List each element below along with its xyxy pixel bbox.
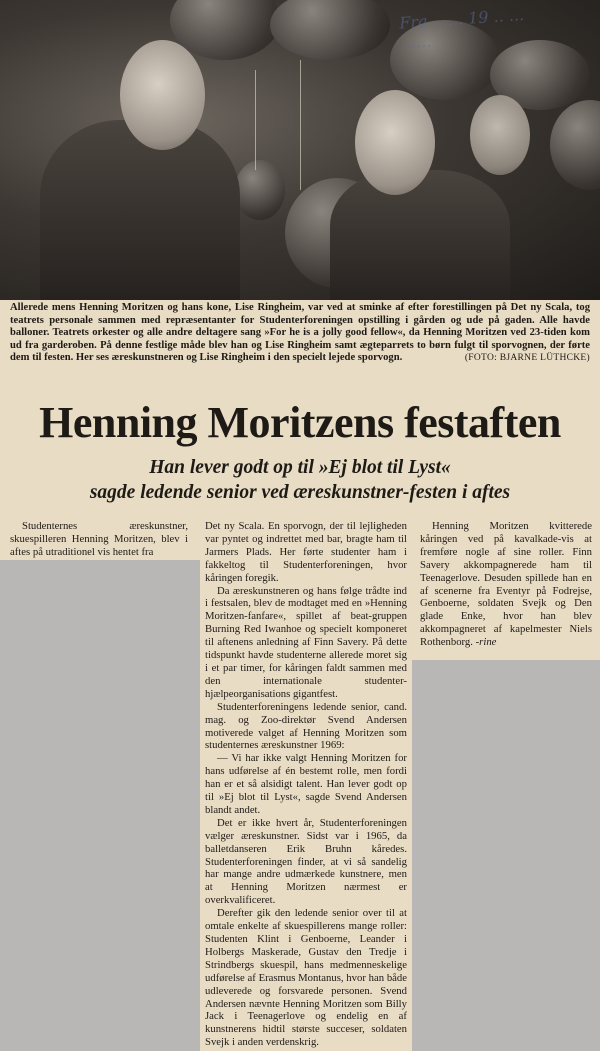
handwritten-note: Fra ...... 19 .. ... ...... — [398, 4, 525, 53]
photo-credit: (FOTO: BJARNE LÜTHCKE) — [464, 353, 590, 364]
paragraph: — Vi har ikke valgt Henning Moritzen for hans udførelse af én bestemt rolle, men fordi han er et så alsidigt talent. Han lever godt op til »Ej blot til Lyst«, sagde Svend Andersen blandt andet. — [205, 752, 407, 816]
balloon-shape — [235, 160, 285, 220]
paragraph: Det ny Scala. En sporvogn, der til lejligheden var pyntet og indrettet med bar, bragte ham til Jarmers Plads. Her førte studenter ham i fakkeltog til Studenterforeningen, hvor kåringen foregik. — [205, 520, 407, 584]
subheadline-line-1: Han lever godt op til »Ej blot til Lyst« — [149, 457, 451, 478]
man-face-shape — [120, 40, 205, 150]
child-face-shape — [470, 95, 530, 175]
paragraph: Studenterforeningens ledende senior, cand. mag. og Zoo-direktør Svend Andersen motiverede valget af Henning Moritzen som studenternes æreskunstner 1969: — [205, 700, 407, 752]
article-subheadline — [0, 455, 600, 505]
paragraph: Da æreskunstneren og hans følge trådte ind i festsalen, blev de modtaget med en »Henning Moritzen-fanfare«, spillet af beat-gruppen Burning Red Iwanhoe og specielt komponeret til aftenens anledning af Finn Savery. På dette tidspunkt havde studenterne allerede moret sig i et par timer, for kåringen faldt sammen med den internationale studenter-hjælpeorganisations gigantfest. — [205, 584, 407, 700]
subheadline-line-2: sagde ledende senior ved æreskunstner-festen i aftes — [89, 482, 511, 503]
article-headline: Henning Moritzens festaften — [39, 398, 561, 447]
article-column-2 — [205, 520, 407, 1049]
balloon-shape — [270, 0, 390, 60]
balloon-string — [300, 60, 301, 190]
balloon-string — [255, 70, 256, 170]
woman-coat-shape — [330, 170, 510, 300]
article-column-3 — [420, 520, 592, 649]
man-coat-shape — [40, 120, 240, 300]
paragraph-text: Henning Moritzen kvitterede kåringen ved på kavalkade-vis at fremføre nogle af sine roller. Finn Savery akkompagnerede ham til Teenagerlove. Desuden spillede han en af scenerne fra Eventyr på Fodrejse, Genboerne, soldaten Svejk og Den glade Enke, hvor han blev akkompagneret af kapelmester Niels Rothenborg. — [420, 520, 592, 649]
balloon-shape — [550, 100, 600, 190]
paragraph: Studenternes æreskunstner, skuespilleren Henning Moritzen, blev i aftes på utraditionel vis hentet fra — [10, 520, 188, 558]
paragraph: Det er ikke hvert år, Studenterforeningen vælger æreskunstner. Sidst var i 1965, da balletdanseren Erik Bruhn kåredes. Studenterforeningen finder, at vi så sandelig har mange andre udmærkede kunstnere, men at Henning Moritzen nærmest er overkvalificeret. — [205, 816, 407, 907]
caption-text: Allerede mens Henning Moritzen og hans kone, Lise Ringheim, var ved at sminke af efter forestillingen på Det ny Scala, tog teatrets personale sammen med repræsentanter for Studenterforeningen opstilling i gården og ude på gaden. Alle havde balloner. Teatrets orkester og alle andre deltagere sang »For he is a jolly good fellow«, da Henning Moritzen ved 23-tiden kom ud fra garderoben. På denne festlige måde blev han og Lise Ringheim samt ægteparrets to børn fulgt til sporvognen, der førte dem til festen. Her ses æreskunstneren og Lise Ringheim i den specielt lejede sporvogn. — [10, 302, 590, 364]
photo-caption — [10, 302, 590, 365]
author-signature: -rine — [475, 636, 497, 649]
paragraph: Derefter gik den ledende senior over til at omtale enkelte af skuespillerens mange roller: Studenten Klint i Genboerne, Leander i Holbergs Maskerade, Gustav den Tredje i Strindbergs skuespil, hans medmenneskelige udførelse af Erasmus Montanus, hvor han både udleverede og forsvarede personen. Svend Andersen nævnte Henning Moritzen som Billy Jack i Teenagerlove og endelig en af kunstnerens hidtil største succeser, soldaten Svejk i anden verdenskrig. — [205, 907, 407, 1049]
woman-face-shape — [355, 90, 435, 195]
article-column-1 — [10, 520, 188, 559]
paragraph — [420, 520, 592, 649]
news-photo — [0, 0, 600, 300]
